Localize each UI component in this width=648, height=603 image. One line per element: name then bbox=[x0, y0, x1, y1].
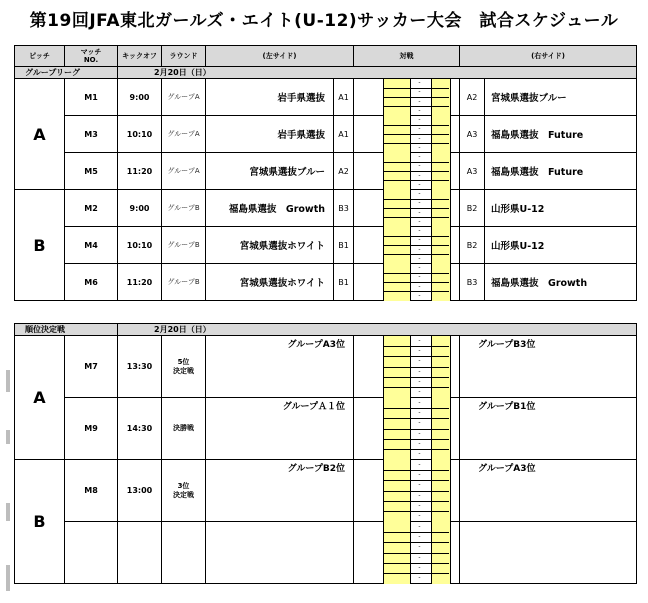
score-stripe-line bbox=[383, 418, 449, 419]
score-dash: - bbox=[418, 378, 421, 385]
kickoff-time: 9:00 bbox=[118, 79, 162, 116]
round-name: グループB bbox=[162, 227, 206, 264]
right-team: 宮城県選抜ブルー bbox=[485, 79, 637, 116]
header-left-side: (左サイド) bbox=[206, 46, 354, 67]
score-dash: - bbox=[418, 357, 421, 365]
score-dash: - bbox=[418, 460, 421, 468]
left-seed: A2 bbox=[334, 153, 354, 190]
score-dash: - bbox=[418, 116, 421, 124]
left-seed: B3 bbox=[334, 190, 354, 227]
match-number: M7 bbox=[65, 336, 118, 398]
match-row bbox=[15, 460, 637, 522]
right-team: 山形県U-12 bbox=[485, 227, 637, 264]
score-dash: - bbox=[418, 564, 421, 571]
right-seed: A3 bbox=[460, 153, 485, 190]
left-team: 宮城県選抜ホワイト bbox=[206, 227, 334, 264]
score-box bbox=[383, 398, 449, 460]
score-stripe-line bbox=[383, 573, 449, 574]
right-team-placeholder: グループA3位 bbox=[460, 460, 637, 522]
score-dash: - bbox=[418, 236, 421, 244]
score-stripe-line bbox=[383, 346, 449, 347]
left-team: 宮城県選抜ホワイト bbox=[206, 264, 334, 301]
round-name: グループA bbox=[162, 153, 206, 190]
header-right-side: (右サイド) bbox=[460, 46, 637, 67]
left-team: 岩手県選抜 bbox=[206, 79, 334, 116]
right-team-placeholder bbox=[460, 522, 637, 584]
score-dash: - bbox=[418, 347, 421, 354]
score-box bbox=[383, 460, 449, 522]
score-stripe-line bbox=[383, 542, 449, 543]
section-label: グループリーグ bbox=[15, 67, 118, 79]
right-team: 福島県選抜 Future bbox=[485, 116, 637, 153]
right-team: 山形県U-12 bbox=[485, 190, 637, 227]
score-dash: - bbox=[418, 336, 421, 344]
match-row bbox=[15, 79, 637, 116]
score-dash: - bbox=[418, 388, 421, 396]
score-dash: - bbox=[418, 512, 421, 520]
header-versus: 対戦 bbox=[354, 46, 460, 67]
score-dash: - bbox=[418, 190, 421, 198]
score-box bbox=[383, 336, 449, 398]
kickoff-time: 10:10 bbox=[118, 116, 162, 153]
score-dash: - bbox=[418, 481, 421, 489]
score-dash: - bbox=[418, 153, 421, 161]
score-dash: - bbox=[418, 522, 421, 530]
score-dash: - bbox=[418, 409, 421, 416]
score-dash: - bbox=[418, 574, 421, 582]
header-match-no: マッチ NO. bbox=[65, 46, 118, 67]
kickoff-time: 13:00 bbox=[118, 460, 162, 522]
match-row bbox=[15, 336, 637, 398]
match-number: M8 bbox=[65, 460, 118, 522]
score-box bbox=[383, 79, 449, 116]
score-stripe-line bbox=[383, 563, 449, 564]
score-stripe-line bbox=[383, 470, 449, 471]
score-stripe-line bbox=[383, 532, 449, 533]
table-header-row bbox=[15, 46, 637, 67]
match-row bbox=[15, 153, 637, 190]
score-box bbox=[383, 522, 449, 584]
score-stripe-line bbox=[383, 480, 449, 481]
section-row-placement bbox=[15, 324, 637, 336]
round-name: 決勝戦 bbox=[162, 398, 206, 460]
score-dash: - bbox=[418, 171, 421, 179]
score-dash: - bbox=[418, 245, 421, 253]
score-dash: - bbox=[418, 533, 421, 540]
score-stripe-line bbox=[383, 491, 449, 492]
group-league-table bbox=[14, 45, 637, 301]
round-name: グループA bbox=[162, 116, 206, 153]
match-row bbox=[15, 522, 637, 584]
score-dash: - bbox=[418, 217, 421, 225]
left-team-placeholder: グループＡ１位 bbox=[206, 398, 354, 460]
match-number: M1 bbox=[65, 79, 118, 116]
score-stripe-line bbox=[383, 449, 449, 450]
score-dash: - bbox=[418, 134, 421, 142]
score-dash: - bbox=[418, 227, 421, 235]
score-stripe-line bbox=[383, 408, 449, 409]
score-dash: - bbox=[418, 429, 421, 437]
header-kickoff: キックオフ bbox=[118, 46, 162, 67]
score-dash: - bbox=[418, 502, 421, 509]
kickoff-time: 11:20 bbox=[118, 264, 162, 301]
left-team-placeholder bbox=[206, 522, 354, 584]
page-title: 第19回JFA東北ガールズ・エイト(U-12)サッカー大会 試合スケジュール bbox=[29, 11, 619, 31]
score-dash: - bbox=[418, 450, 421, 458]
left-seed: A1 bbox=[334, 116, 354, 153]
score-dash: - bbox=[418, 440, 421, 447]
score-box bbox=[383, 116, 449, 153]
match-row bbox=[15, 190, 637, 227]
page-edge-shadow bbox=[6, 370, 10, 392]
score-dash: - bbox=[418, 254, 421, 262]
score-dash: - bbox=[418, 282, 421, 290]
score-dash: - bbox=[418, 419, 421, 427]
score-box bbox=[383, 190, 449, 227]
score-stripe-line bbox=[383, 356, 449, 357]
match-number: M3 bbox=[65, 116, 118, 153]
pitch-label: B bbox=[15, 190, 65, 301]
score-dash: - bbox=[418, 162, 421, 170]
score-stripe-line bbox=[383, 387, 449, 388]
match-row bbox=[15, 116, 637, 153]
match-number bbox=[65, 522, 118, 584]
header-pitch: ピッチ bbox=[15, 46, 65, 67]
pitch-label: A bbox=[15, 79, 65, 190]
left-team: 宮城県選抜ブルー bbox=[206, 153, 334, 190]
match-row bbox=[15, 264, 637, 301]
kickoff-time: 11:20 bbox=[118, 153, 162, 190]
score-box bbox=[383, 153, 449, 190]
left-seed: B1 bbox=[334, 264, 354, 301]
placement-table bbox=[14, 323, 637, 584]
score-dash: - bbox=[418, 398, 421, 406]
match-row bbox=[15, 398, 637, 460]
kickoff-time: 13:30 bbox=[118, 336, 162, 398]
right-seed: B2 bbox=[460, 227, 485, 264]
right-team: 福島県選抜 Growth bbox=[485, 264, 637, 301]
score-dash: - bbox=[418, 79, 421, 87]
match-number: M6 bbox=[65, 264, 118, 301]
kickoff-time: 10:10 bbox=[118, 227, 162, 264]
match-number: M4 bbox=[65, 227, 118, 264]
score-dash: - bbox=[418, 97, 421, 105]
right-team-placeholder: グループB3位 bbox=[460, 336, 637, 398]
score-stripe-line bbox=[383, 429, 449, 430]
left-seed: A1 bbox=[334, 79, 354, 116]
right-seed: B2 bbox=[460, 190, 485, 227]
round-name: 5位 決定戦 bbox=[162, 336, 206, 398]
score-dash: - bbox=[418, 553, 421, 561]
round-name: グループB bbox=[162, 190, 206, 227]
right-seed: B3 bbox=[460, 264, 485, 301]
round-name bbox=[162, 522, 206, 584]
section-date: 2月20日（日） bbox=[118, 324, 637, 336]
right-team-placeholder: グループB1位 bbox=[460, 398, 637, 460]
page-edge-shadow bbox=[6, 430, 10, 444]
score-dash: - bbox=[418, 106, 421, 114]
section-row-group-league bbox=[15, 67, 637, 79]
right-team: 福島県選抜 Future bbox=[485, 153, 637, 190]
match-number: M5 bbox=[65, 153, 118, 190]
score-box bbox=[383, 264, 449, 301]
score-dash: - bbox=[418, 208, 421, 216]
match-number: M9 bbox=[65, 398, 118, 460]
score-stripe-line bbox=[383, 501, 449, 502]
page-edge-shadow bbox=[6, 503, 10, 521]
kickoff-time: 9:00 bbox=[118, 190, 162, 227]
header-round: ラウンド bbox=[162, 46, 206, 67]
score-stripe-line bbox=[383, 553, 449, 554]
score-box bbox=[383, 227, 449, 264]
round-name: 3位 決定戦 bbox=[162, 460, 206, 522]
score-dash: - bbox=[418, 199, 421, 207]
score-dash: - bbox=[418, 180, 421, 188]
right-seed: A3 bbox=[460, 116, 485, 153]
score-dash: - bbox=[418, 367, 421, 375]
left-team: 福島県選抜 Growth bbox=[206, 190, 334, 227]
page-edge-shadow bbox=[6, 565, 10, 591]
score-stripe-line bbox=[383, 511, 449, 512]
pitch-label: B bbox=[15, 460, 65, 584]
score-dash: - bbox=[418, 143, 421, 151]
score-stripe-line bbox=[383, 367, 449, 368]
score-dash: - bbox=[418, 264, 421, 272]
section-date: 2月20日（日） bbox=[118, 67, 637, 79]
left-team-placeholder: グループB2位 bbox=[206, 460, 354, 522]
match-row bbox=[15, 227, 637, 264]
score-dash: - bbox=[418, 471, 421, 478]
kickoff-time: 14:30 bbox=[118, 398, 162, 460]
score-dash: - bbox=[418, 273, 421, 281]
score-stripe-line bbox=[383, 439, 449, 440]
right-seed: A2 bbox=[460, 79, 485, 116]
score-stripe-line bbox=[383, 377, 449, 378]
left-team: 岩手県選抜 bbox=[206, 116, 334, 153]
score-dash: - bbox=[418, 88, 421, 96]
section-label: 順位決定戦 bbox=[15, 324, 118, 336]
pitch-label: A bbox=[15, 336, 65, 460]
left-seed: B1 bbox=[334, 227, 354, 264]
match-number: M2 bbox=[65, 190, 118, 227]
score-dash: - bbox=[418, 491, 421, 499]
score-dash: - bbox=[418, 291, 421, 299]
score-dash: - bbox=[418, 125, 421, 133]
round-name: グループA bbox=[162, 79, 206, 116]
round-name: グループB bbox=[162, 264, 206, 301]
left-team-placeholder: グループA3位 bbox=[206, 336, 354, 398]
kickoff-time bbox=[118, 522, 162, 584]
score-dash: - bbox=[418, 543, 421, 551]
